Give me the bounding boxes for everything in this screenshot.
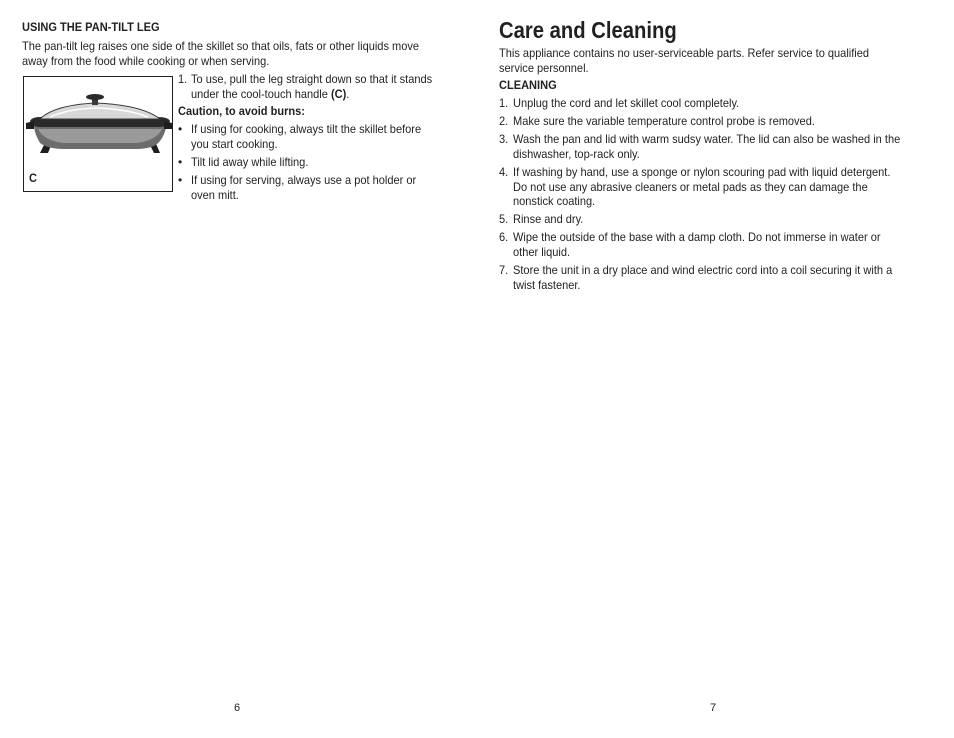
step-number: 4. [499, 165, 509, 179]
step-line: Do not use any abrasive cleaners or metal pads as they can damage the [513, 179, 868, 194]
cleaning-heading: CLEANING [499, 78, 557, 92]
step-line: dishwasher, top-rack only. [513, 146, 640, 161]
bullet-icon: • [178, 155, 183, 169]
intro-line: The pan-tilt leg raises one side of the skillet so that oils, fats or other liquids move [22, 39, 420, 53]
step-line: Unplug the cord and let skillet cool completely. [513, 96, 740, 110]
skillet-lid [40, 103, 160, 119]
step-number: 1. [499, 96, 509, 110]
intro-line: away from the food while cooking or when serving. [22, 53, 270, 68]
step-text [513, 212, 583, 227]
step-line-end: . [346, 86, 350, 101]
skillet-base-highlight [38, 129, 162, 143]
step-line: To use, pull the leg straight down so that it stands [191, 72, 433, 86]
bullet-line: If using for serving, always use a pot holder or [191, 173, 417, 187]
page-number: 7 [710, 702, 717, 714]
step-line: Store the unit in a dry place and wind electric cord into a coil securing it with a [513, 263, 893, 277]
intro-line: This appliance contains no user-serviceable parts. Refer service to qualified [499, 46, 870, 60]
section-heading: USING THE PAN-TILT LEG [22, 20, 160, 34]
step-line: If washing by hand, use a sponge or nylon scouring pad with liquid detergent. [513, 165, 891, 179]
caution-heading: Caution, to avoid burns: [178, 104, 305, 118]
step-text [191, 72, 458, 101]
step-number: 3. [499, 132, 509, 146]
step-text [513, 96, 739, 111]
skillet-illustration [24, 77, 174, 193]
intro-line: service personnel. [499, 60, 589, 75]
bullet-line: you start cooking. [191, 136, 278, 151]
bullet-line: oven mitt. [191, 187, 239, 202]
skillet-handle-right [164, 121, 172, 129]
bullet-text [191, 155, 308, 170]
step-line: Rinse and dry. [513, 212, 584, 226]
figure-label: C [29, 171, 37, 185]
bullet-icon: • [178, 173, 183, 187]
step-line [191, 87, 458, 102]
step-number: 5. [499, 212, 509, 226]
step-text [513, 230, 881, 259]
step-number: 6. [499, 230, 509, 244]
skillet-handle-left [26, 121, 34, 129]
intro-paragraph [499, 46, 931, 75]
step-text [513, 165, 890, 209]
page-number: 6 [234, 702, 241, 714]
step-line: nonstick coating. [513, 194, 596, 208]
step-line: other liquid. [513, 244, 571, 259]
step-line: Wipe the outside of the base with a damp cloth. Do not immerse in water or [513, 230, 881, 244]
step-line: Wash the pan and lid with warm sudsy water. The lid can also be washed in the [513, 132, 901, 146]
bullet-line: If using for cooking, always tilt the skillet before [191, 122, 422, 136]
lid-knob [86, 94, 104, 100]
intro-paragraph [22, 39, 454, 68]
step-text [513, 263, 892, 292]
bullet-text [191, 173, 416, 202]
step-number: 7. [499, 263, 509, 277]
bullet-text [191, 122, 421, 151]
bullet-icon: • [178, 122, 183, 136]
step-line-text: under the cool-touch handle [191, 86, 331, 101]
step-text [513, 114, 815, 129]
bullet-line: Tilt lid away while lifting. [191, 155, 309, 169]
step-number: 1. [178, 72, 188, 86]
handle-callout: (C) [330, 86, 347, 101]
step-line: Make sure the variable temperature control probe is removed. [513, 114, 815, 128]
skillet-figure [23, 76, 173, 192]
page-title: Care and Cleaning [499, 17, 677, 43]
step-number: 2. [499, 114, 509, 128]
page-right [477, 0, 954, 738]
step-line: twist fastener. [513, 277, 581, 292]
step-text [513, 132, 900, 161]
